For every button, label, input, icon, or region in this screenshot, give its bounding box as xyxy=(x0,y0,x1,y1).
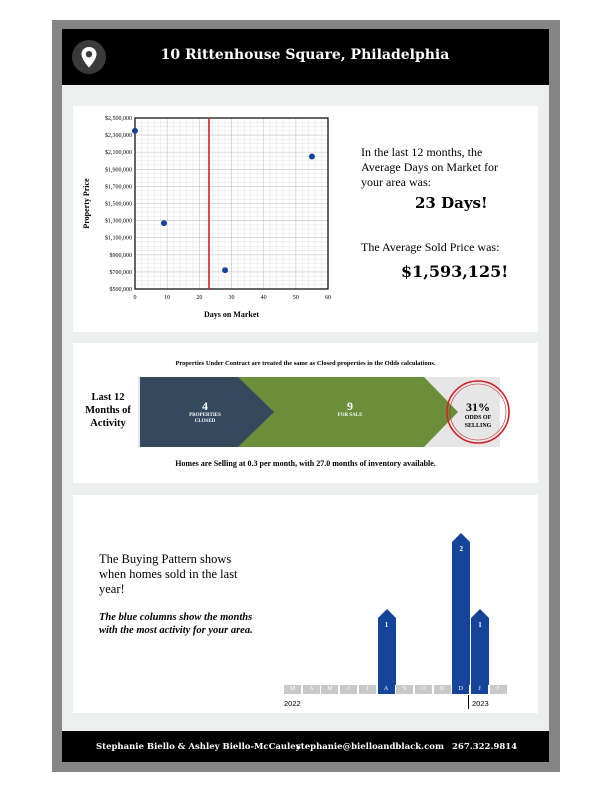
price-value: $1,593,125! xyxy=(401,262,509,281)
y-tick-label: $500,000 xyxy=(109,287,132,293)
odds-value: 31% xyxy=(466,400,490,414)
month-label: A xyxy=(303,685,320,694)
y-tick-label: $1,900,000 xyxy=(105,167,132,174)
buying-bar xyxy=(452,533,470,685)
month-label: O xyxy=(415,685,432,694)
x-tick-label: 40 xyxy=(260,295,267,301)
month-label: M xyxy=(321,685,338,694)
y-tick-label: $2,300,000 xyxy=(105,133,132,140)
y-axis-label: Property Price xyxy=(82,178,91,229)
data-point xyxy=(161,220,167,226)
bar-value-label: 1 xyxy=(478,621,482,629)
data-point xyxy=(132,128,138,134)
y-tick-label: $700,000 xyxy=(109,269,132,276)
bar-value-label: 2 xyxy=(459,545,464,553)
y-tick-label: $1,700,000 xyxy=(105,184,132,191)
price-text: The Average Sold Price was: xyxy=(361,240,500,254)
y-tick-label: $1,300,000 xyxy=(105,218,132,225)
dom-value: 23 Days! xyxy=(415,194,488,212)
year-divider xyxy=(468,695,469,709)
month-label: F xyxy=(490,685,507,694)
buying-italic-text: The blue columns show the months with the most activity for your area. xyxy=(99,612,253,636)
y-tick-label: $1,100,000 xyxy=(105,235,132,242)
page-title: 10 Rittenhouse Square, Philadelphia xyxy=(160,47,450,63)
sale-count: 9 xyxy=(347,399,353,413)
month-label: J xyxy=(340,685,357,694)
data-point xyxy=(222,267,228,273)
footer-phone[interactable]: 267.322.9814 xyxy=(452,742,518,752)
selling-text: Homes are Selling at 0.3 per month, with 27.0 months of inventory available. xyxy=(175,459,436,468)
x-tick-label: 0 xyxy=(133,295,137,301)
location-pin-icon xyxy=(72,40,106,74)
x-tick-label: 30 xyxy=(228,295,235,301)
x-tick-label: 50 xyxy=(292,295,299,301)
month-label: M xyxy=(284,685,301,694)
dom-text: In the last 12 months, the Average Days on Market for your area was: xyxy=(361,145,499,189)
x-tick-label: 20 xyxy=(196,295,203,301)
odds-note: Properties Under Contract are treated the same as Closed properties in the Odds calculations. xyxy=(175,360,436,367)
bar-value-label: 1 xyxy=(384,621,389,629)
scatter-chart xyxy=(73,106,343,332)
year-label-start: 2022 xyxy=(284,699,301,708)
data-point xyxy=(309,153,315,159)
x-tick-label: 10 xyxy=(164,295,171,301)
month-label: N xyxy=(434,685,451,694)
y-tick-label: $1,500,000 xyxy=(105,201,132,208)
y-tick-label: $900,000 xyxy=(109,252,132,259)
footer-agents: Stephanie Biello & Ashley Biello-McCauley xyxy=(96,742,301,752)
odds-label: ODDS OF SELLING xyxy=(464,415,492,429)
footer-email[interactable]: stephanie@bielloandblack.com xyxy=(296,742,444,752)
month-label: A xyxy=(378,685,395,694)
footer-bar xyxy=(62,731,549,762)
y-tick-label: $2,100,000 xyxy=(105,150,132,157)
sale-label: FOR SALE xyxy=(337,413,363,418)
closed-count: 4 xyxy=(202,399,208,413)
period-label: Last 12 Months of Activity xyxy=(85,392,131,429)
buying-text: The Buying Pattern shows when homes sold in the last year! xyxy=(99,552,238,596)
x-axis-label: Days on Market xyxy=(203,310,260,319)
month-label: J xyxy=(359,685,376,694)
month-label: J xyxy=(471,685,488,694)
closed-label: PROPERTIES CLOSED xyxy=(189,413,221,424)
month-label: S xyxy=(396,685,413,694)
month-label: D xyxy=(452,685,469,694)
x-tick-label: 60 xyxy=(325,295,331,301)
year-label-end: 2023 xyxy=(472,699,489,708)
y-tick-label: $2,500,000 xyxy=(105,116,132,122)
